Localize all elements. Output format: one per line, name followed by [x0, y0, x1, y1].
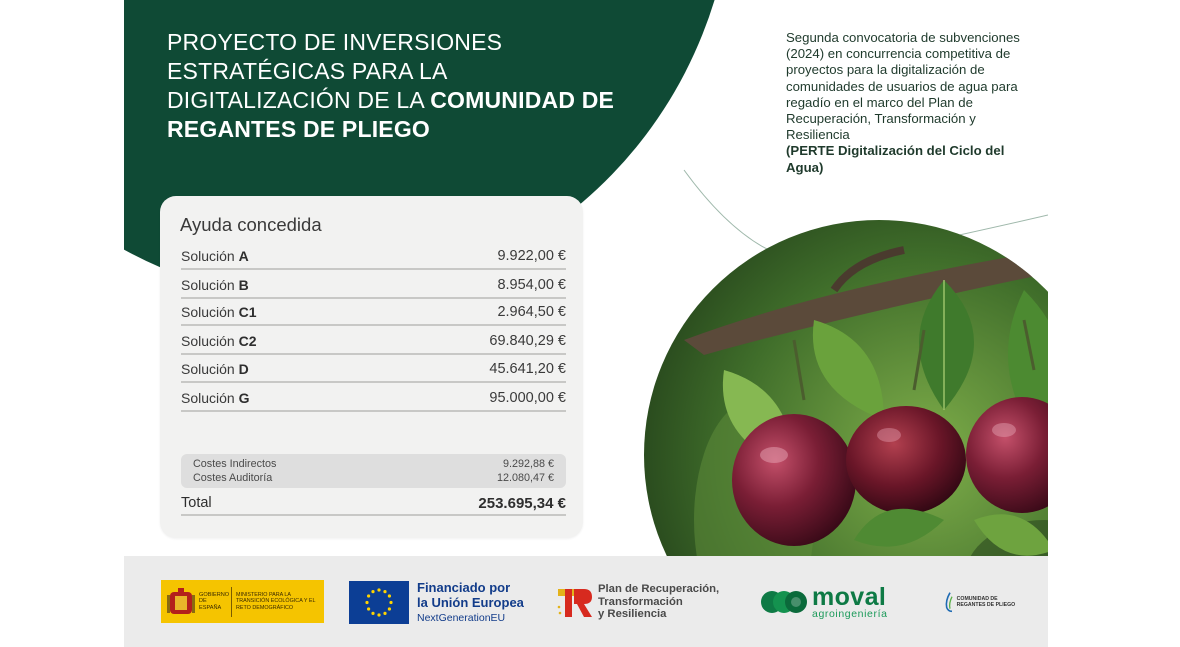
comunidad-regantes-logo [944, 584, 1024, 620]
comunidad-text: COMUNIDAD DE REGANTES DE PLIEGO [956, 596, 1016, 608]
total-row [181, 492, 566, 516]
sponsor-footer [124, 556, 1048, 647]
grant-card [160, 196, 583, 538]
row-prefix: Solución [181, 277, 239, 293]
extra-label: Costes Indirectos [193, 458, 277, 470]
row-prefix: Solución [181, 390, 239, 406]
solution-row [181, 329, 566, 355]
row-code: G [238, 390, 250, 406]
eu-flag-icon [349, 581, 409, 624]
eu-line1: Financiado por [417, 580, 511, 595]
total-value: 253.695,34 € [478, 494, 566, 512]
coat-of-arms-icon [167, 587, 195, 617]
row-value: 95.000,00 € [489, 390, 566, 406]
row-code: B [238, 277, 249, 293]
indirect-costs-box [181, 454, 566, 488]
solution-row [181, 357, 566, 383]
project-title [167, 28, 627, 144]
card-title: Ayuda concedida [180, 214, 322, 235]
row-code: D [238, 361, 249, 377]
moval-sub: agroingeniería [812, 607, 888, 620]
extra-value: 9.292,88 € [502, 458, 554, 470]
ministerio-label: MINISTERIO PARA LA TRANSICIÓN ECOLÓGICA Y EL RETO DEMOGRÁFICO [236, 592, 316, 611]
prtr-line3: y Resiliencia [598, 608, 667, 621]
row-code: A [238, 248, 249, 264]
row-prefix: Solución [181, 248, 239, 264]
prtr-line1: Plan de Recuperación, [598, 583, 720, 596]
title-light: PROYECTO DE INVERSIONES ESTRATÉGICAS PARA LA DIGITALIZACIÓN DE LA [167, 29, 503, 113]
moval-name: moval [812, 582, 887, 611]
moval-circles-icon [760, 588, 808, 616]
description-text: Segunda convocatoria de subvenciones (2024) en concurrencia competitiva de proyectos para la digitalización de comunidades de usuarios de agua para regadío en el marco del Plan de Recuperación, Transformación y Resiliencia [786, 30, 1020, 143]
solution-row [181, 300, 566, 326]
water-drop-icon [944, 586, 955, 618]
row-code: C2 [238, 333, 257, 349]
eu-text [417, 580, 524, 624]
eu-line3: NextGenerationEU [417, 612, 506, 624]
row-prefix: Solución [181, 304, 239, 320]
total-label: Total [181, 495, 212, 511]
tr-logo-icon [556, 583, 594, 621]
moval-logo [760, 582, 910, 622]
extra-row [193, 471, 554, 485]
solution-row [181, 244, 566, 270]
prtr-logo [556, 582, 741, 622]
description-bold: (PERTE Digitalización del Ciclo del Agua) [786, 143, 1005, 175]
title-bold: COMUNIDAD DE REGANTES DE PLIEGO [167, 87, 615, 142]
gobierno-label: GOBIERNO DE ESPAÑA [199, 592, 230, 611]
row-value: 69.840,29 € [489, 333, 566, 349]
row-value: 2.964,50 € [497, 304, 566, 320]
poster [124, 0, 1048, 647]
row-value: 45.641,20 € [489, 361, 566, 377]
extra-row [193, 457, 554, 471]
eu-line2: la Unión Europea [417, 595, 524, 610]
row-value: 9.922,00 € [497, 248, 566, 264]
prtr-line2: Transformación [598, 595, 683, 608]
row-prefix: Solución [181, 361, 239, 377]
row-value: 8.954,00 € [497, 277, 566, 293]
row-prefix: Solución [181, 333, 239, 349]
extra-label: Costes Auditoría [193, 472, 273, 484]
extra-value: 12.080,47 € [496, 472, 554, 484]
moval-text [812, 582, 888, 620]
solution-row [181, 386, 566, 412]
row-code: C1 [238, 304, 257, 320]
gobierno-separator [231, 587, 232, 617]
eu-funding-logo [349, 580, 534, 624]
gobierno-espana-logo [161, 580, 324, 623]
solution-row [181, 273, 566, 299]
prtr-text [598, 583, 719, 621]
call-description [786, 30, 1021, 176]
